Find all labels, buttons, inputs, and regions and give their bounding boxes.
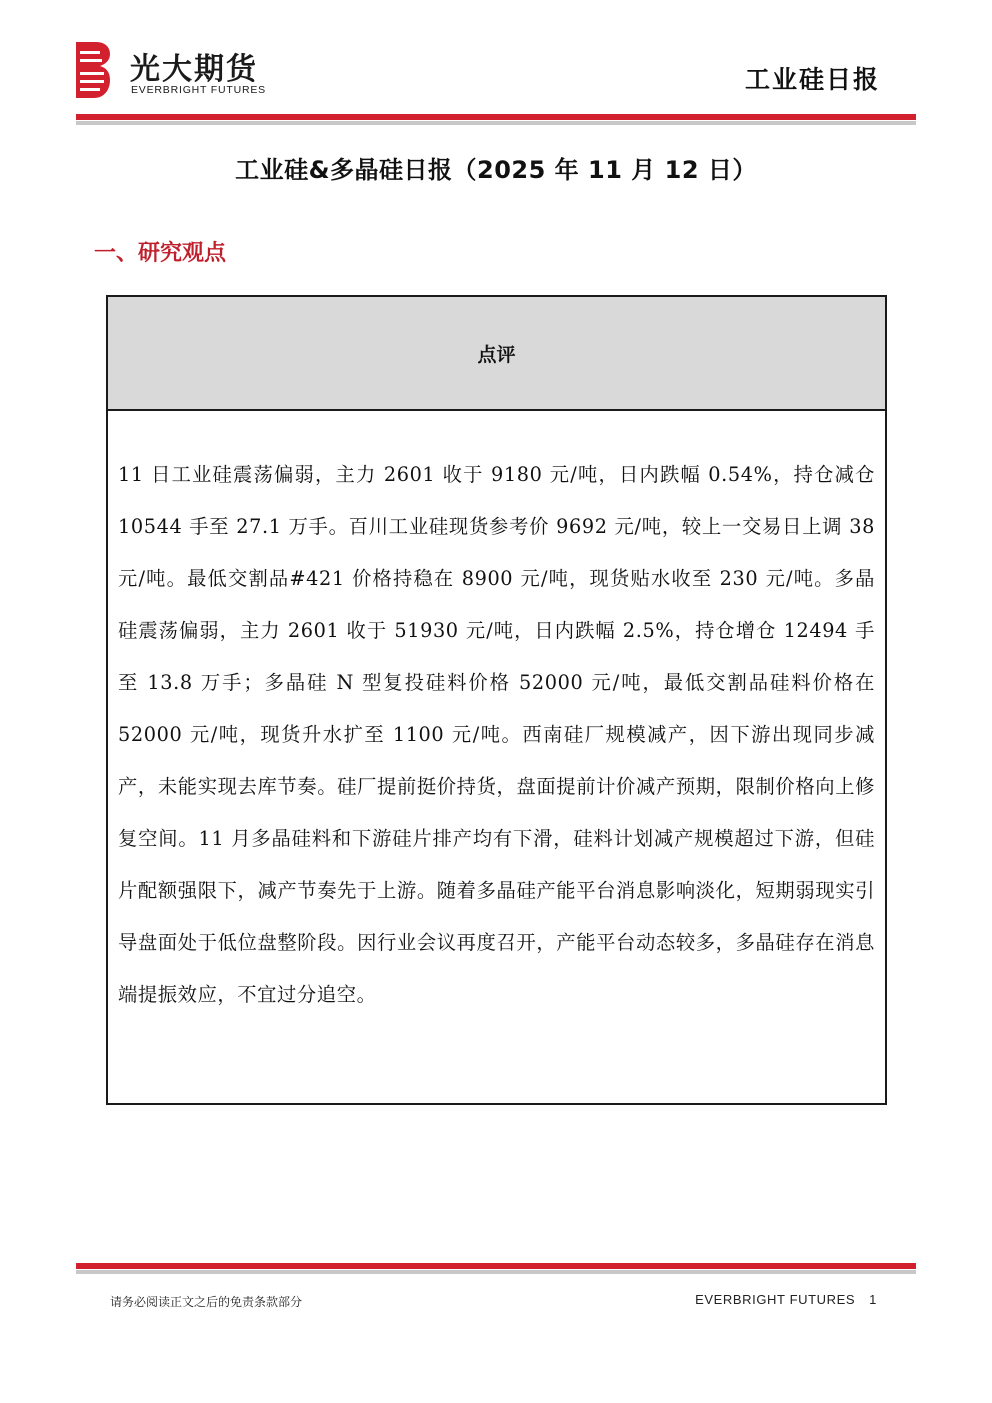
footer-brand: EVERBRIGHT FUTURES — [695, 1292, 856, 1307]
comment-table-body: 11 日工业硅震荡偏弱，主力 2601 收于 9180 元/吨，日内跌幅 0.54%，持仓减仓 10544 手至 27.1 万手。百川工业硅现货参考价 9692 元/吨，较上一交易日上调 38 元/吨。最低交割品#421 价格持稳在 8900 元/吨，现货贴水收至 230 元/吨。多晶硅震荡偏弱，主力 2601 收于 51930 元/吨，日内跌幅 2.5%，持仓增仓 12494 手至 13.8 万手；多晶硅 N 型复投硅料价格 52000 元/吨，最低交割品硅料价格在 52000 元/吨，现货升水扩至 1100 元/吨。西南硅厂规模减产，因下游出现同步减产，未能实现去库节奏。硅厂提前挺价持货，盘面提前计价减产预期，限制价格向上修复空间。11 月多晶硅料和下游硅片排产均有下滑，硅料计划减产规模超过下游，但硅片配额强限下，减产节奏先于上游。随着多晶硅产能平台消息影响淡化，短期弱现实引导盘面处于低位盘整阶段。因行业会议再度召开，产能平台动态较多，多晶硅存在消息端提振效应，不宜过分追空。 — [118, 463, 875, 1006]
footer-disclaimer: 请务必阅读正文之后的免责条款部分 — [110, 1295, 303, 1309]
report-type-label: 工业硅日报 — [744, 65, 880, 94]
header-rule-grey — [76, 121, 916, 125]
footer-rule-grey — [76, 1270, 916, 1274]
comment-table-header: 点评 — [108, 297, 885, 411]
everbright-logo-icon — [76, 42, 110, 98]
header-rule-red — [76, 114, 916, 120]
logo-name-en: EVERBRIGHT FUTURES — [131, 84, 266, 96]
comment-table — [106, 295, 887, 1105]
company-logo — [76, 42, 296, 100]
logo-name-cn: 光大期货 — [130, 52, 258, 87]
document-title: 工业硅&多晶硅日报（2025 年 11 月 12 日） — [235, 156, 757, 184]
footer-brand-block — [695, 1292, 877, 1307]
footer-rule-red — [76, 1263, 916, 1269]
page-number: 1 — [869, 1292, 877, 1307]
section-heading: 一、研究观点 — [94, 241, 227, 266]
